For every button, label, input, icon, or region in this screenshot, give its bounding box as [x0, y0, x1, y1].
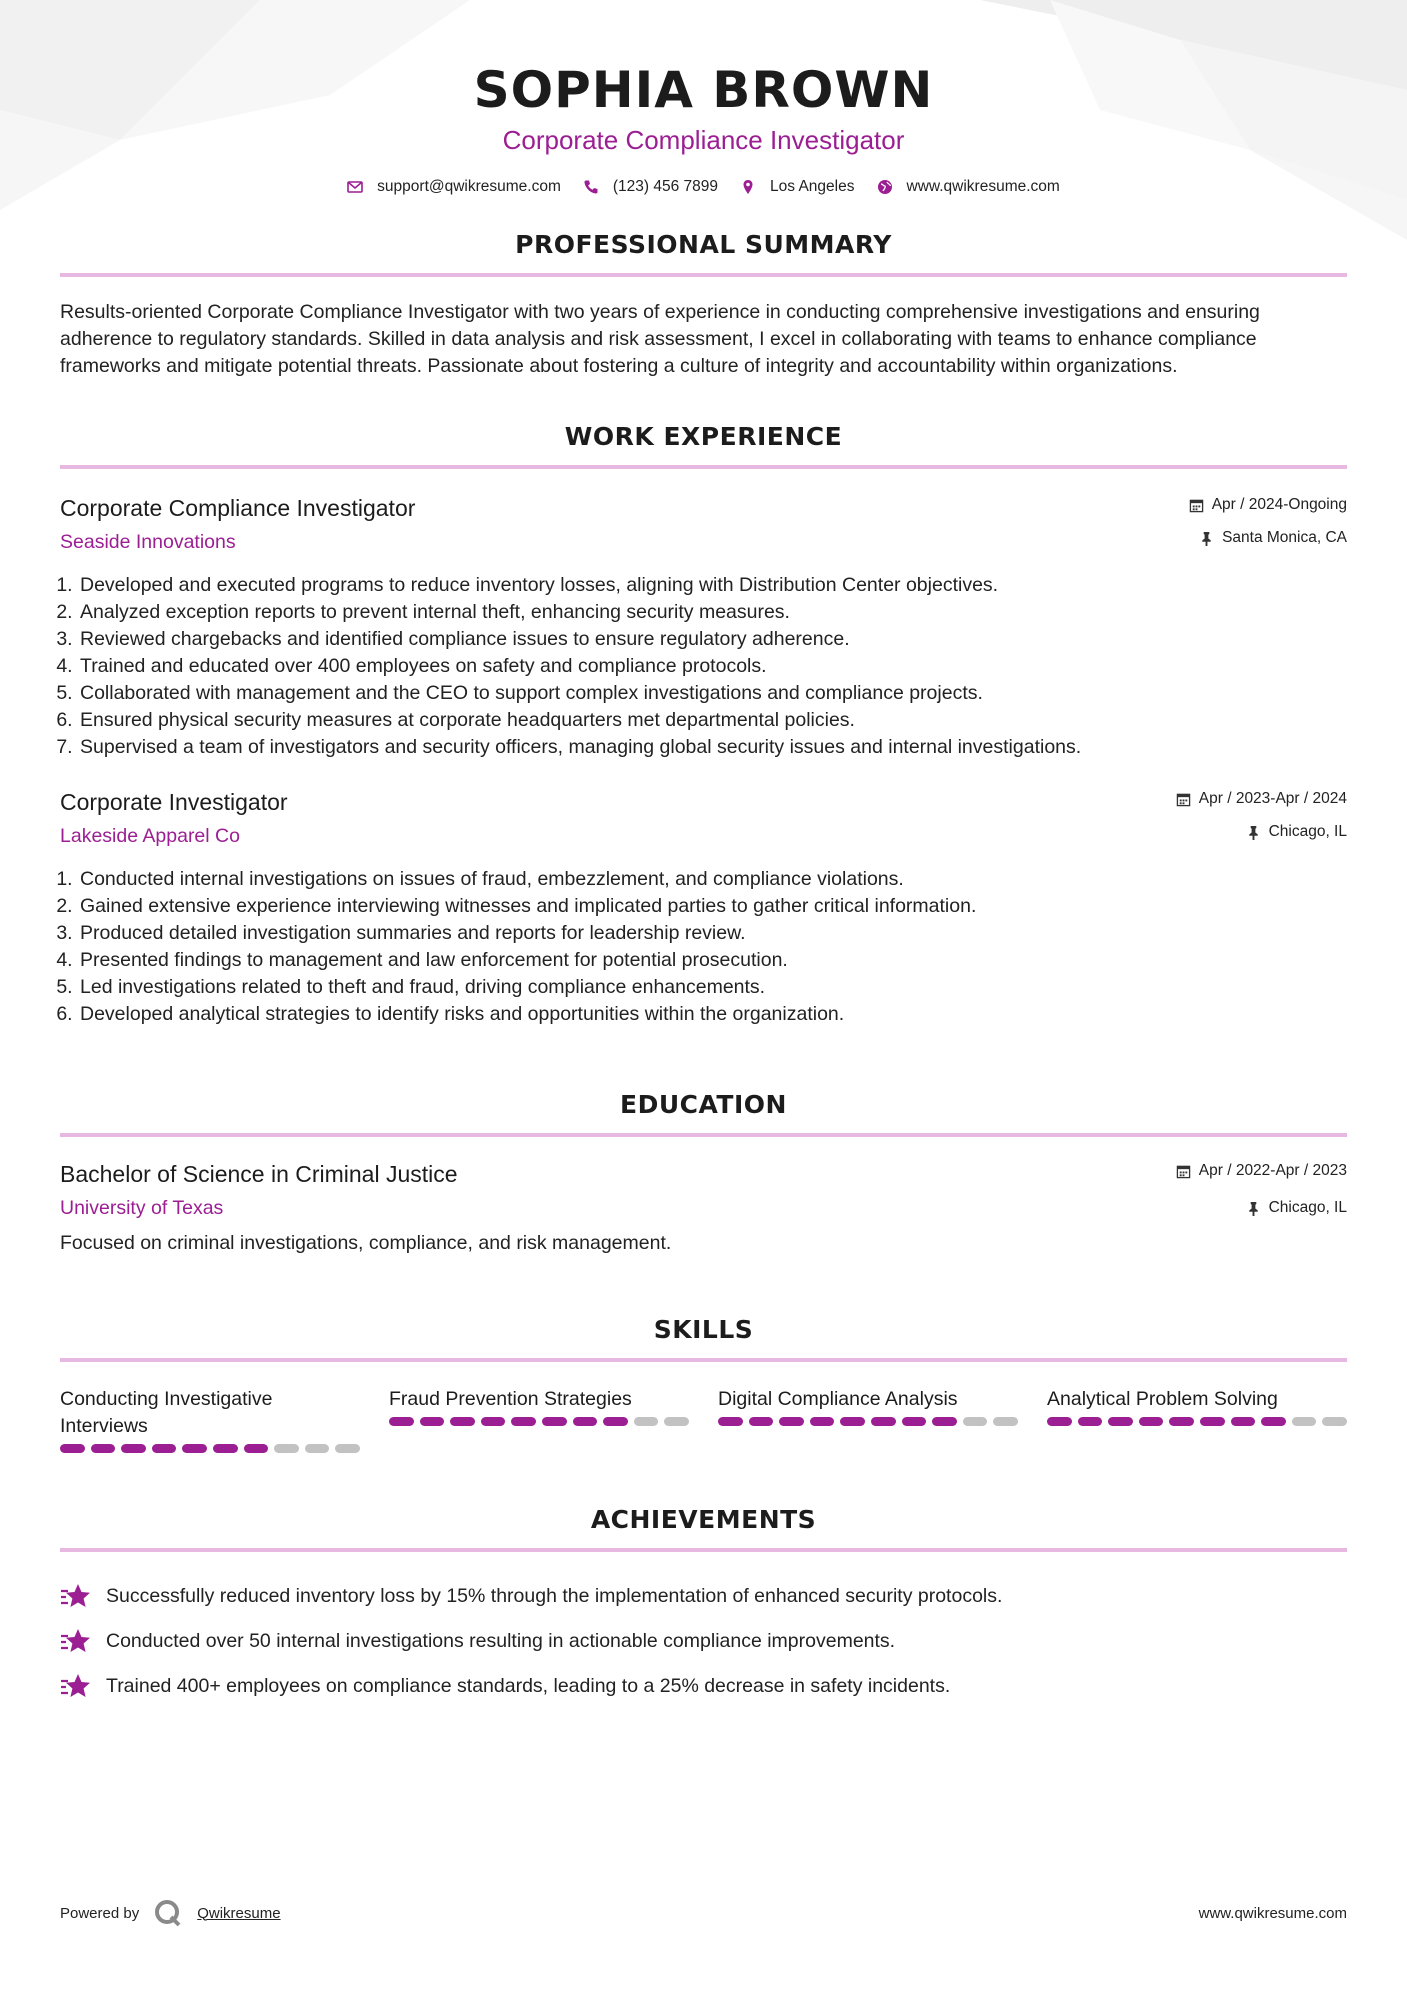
- skill-dot-filled: [91, 1444, 116, 1453]
- skill-dot-filled: [213, 1444, 238, 1453]
- list-item: 6. Developed analytical strategies to identify risks and opportunities within the organization.: [78, 1001, 1347, 1028]
- skill-dot-empty: [634, 1417, 659, 1426]
- list-item: 1. Conducted internal investigations on issues of fraud, embezzlement, and compliance violations.: [78, 866, 1347, 893]
- summary-heading: PROFESSIONAL SUMMARY: [515, 230, 892, 259]
- skill-name: Analytical Problem Solving: [1047, 1388, 1278, 1410]
- skill-dot-filled: [932, 1417, 957, 1426]
- experience-heading: WORK EXPERIENCE: [564, 422, 843, 451]
- job-entry: [60, 789, 1347, 1028]
- list-item: 3. Reviewed chargebacks and identified compliance issues to ensure regulatory adherence.: [78, 626, 1347, 653]
- envelope-icon: [347, 179, 363, 195]
- job-location: Santa Monica, CA: [1222, 529, 1347, 546]
- list-item: 3. Produced detailed investigation summaries and reports for leadership review.: [78, 920, 1347, 947]
- achievements-heading: ACHIEVEMENTS: [590, 1505, 817, 1534]
- list-item: [60, 1619, 1347, 1664]
- skill-dot-empty: [664, 1417, 689, 1426]
- skill-dot-filled: [182, 1444, 207, 1453]
- education-entry: [60, 1161, 1347, 1255]
- job-dates: Apr / 2023-Apr / 2024: [1198, 790, 1347, 807]
- job-title: Corporate Compliance Investigator: [60, 495, 416, 521]
- list-item: 6. Ensured physical security measures at corporate headquarters met departmental policies.: [78, 707, 1347, 734]
- achievement-text: Conducted over 50 internal investigations resulting in actionable compliance improvements.: [106, 1630, 896, 1652]
- education-description: Focused on criminal investigations, compliance, and risk management.: [60, 1232, 672, 1254]
- list-item: 4. Presented findings to management and law enforcement for potential prosecution.: [78, 947, 1347, 974]
- skill-item: [389, 1386, 689, 1453]
- skill-dot-empty: [335, 1444, 360, 1453]
- section-divider: [60, 1358, 1347, 1362]
- skill-dot-filled: [749, 1417, 774, 1426]
- skill-dot-filled: [1108, 1417, 1133, 1426]
- list-item: 5. Led investigations related to theft and fraud, driving compliance enhancements.: [78, 974, 1347, 1001]
- pushpin-icon: [1199, 531, 1214, 546]
- skill-level-meter: [718, 1417, 1018, 1426]
- skill-dot-filled: [779, 1417, 804, 1426]
- skill-dot-filled: [481, 1417, 506, 1426]
- phone-icon: [583, 179, 599, 195]
- skill-dot-empty: [1322, 1417, 1347, 1426]
- contact-email[interactable]: support@qwikresume.com: [377, 178, 561, 195]
- job-title: Corporate Investigator: [60, 789, 288, 815]
- skill-name: Digital Compliance Analysis: [718, 1388, 958, 1410]
- skill-dot-filled: [60, 1444, 85, 1453]
- degree-title: Bachelor of Science in Criminal Justice: [60, 1161, 458, 1187]
- list-item: 7. Supervised a team of investigators and security officers, managing global security issues and internal investigations.: [78, 734, 1347, 761]
- job-location: Chicago, IL: [1268, 823, 1347, 840]
- skill-dot-filled: [420, 1417, 445, 1426]
- powered-by-label: Powered by: [60, 1904, 140, 1922]
- school-name: University of Texas: [60, 1197, 224, 1219]
- star-icon: [60, 1582, 92, 1612]
- skill-dot-filled: [1261, 1417, 1286, 1426]
- list-item: 4. Trained and educated over 400 employees on safety and compliance protocols.: [78, 653, 1347, 680]
- qwikresume-logo-icon: [153, 1898, 183, 1928]
- skills-heading: SKILLS: [653, 1315, 754, 1344]
- skill-dot-filled: [573, 1417, 598, 1426]
- skill-dot-filled: [511, 1417, 536, 1426]
- skill-name: Fraud Prevention Strategies: [389, 1388, 632, 1410]
- section-divider: [60, 273, 1347, 277]
- skill-dot-filled: [1169, 1417, 1194, 1426]
- skill-level-meter: [60, 1444, 360, 1453]
- globe-icon: [877, 179, 893, 195]
- job-entry: [60, 495, 1347, 761]
- section-divider: [60, 1548, 1347, 1552]
- skills-section: [60, 1315, 1347, 1453]
- skill-dot-empty: [305, 1444, 330, 1453]
- skill-name: Conducting Investigative Interviews: [60, 1388, 273, 1437]
- candidate-role: Corporate Compliance Investigator: [502, 125, 905, 155]
- summary-text: Results-oriented Corporate Compliance Investigator with two years of experience in conducting comprehensive investigations and ensuring adherence to regulatory standards. Skilled in data analysis and risk assessment, I excel in collaborating with teams to enhance compliance frameworks and mitigate potential threats. Passionate about fostering a culture of integrity and accountability within organizations.: [60, 301, 1260, 377]
- summary-section: [60, 230, 1347, 380]
- skill-dot-filled: [902, 1417, 927, 1426]
- star-icon: [60, 1627, 92, 1657]
- skill-dot-filled: [810, 1417, 835, 1426]
- skill-dot-filled: [603, 1417, 628, 1426]
- skill-level-meter: [389, 1417, 689, 1426]
- skill-dot-filled: [1139, 1417, 1164, 1426]
- skill-item: [718, 1386, 1018, 1453]
- skill-dot-empty: [274, 1444, 299, 1453]
- list-item: 5. Collaborated with management and the CEO to support complex investigations and compliance projects.: [78, 680, 1347, 707]
- job-dates: Apr / 2024-Ongoing: [1211, 496, 1347, 513]
- achievements-section: [60, 1505, 1347, 1709]
- job-bullets: [60, 572, 1347, 761]
- skill-dot-filled: [152, 1444, 177, 1453]
- experience-section: [60, 422, 1347, 1028]
- skill-dot-filled: [1047, 1417, 1072, 1426]
- contact-bar: [60, 178, 1347, 196]
- map-pin-icon: [740, 179, 756, 195]
- list-item: 2. Gained extensive experience interviewing witnesses and implicated parties to gather critical information.: [78, 893, 1347, 920]
- skill-dot-filled: [1078, 1417, 1103, 1426]
- achievements-list: [60, 1574, 1347, 1709]
- calendar-icon: [1176, 1164, 1191, 1179]
- calendar-icon: [1176, 792, 1191, 807]
- education-heading: EDUCATION: [620, 1090, 787, 1119]
- list-item: [60, 1574, 1347, 1619]
- list-item: [60, 1664, 1347, 1709]
- skill-level-meter: [1047, 1417, 1347, 1426]
- education-location: Chicago, IL: [1268, 1199, 1347, 1216]
- skill-dot-filled: [244, 1444, 269, 1453]
- skill-dot-filled: [840, 1417, 865, 1426]
- job-company: Seaside Innovations: [60, 531, 236, 553]
- contact-location: Los Angeles: [770, 178, 855, 195]
- section-divider: [60, 465, 1347, 469]
- skill-dot-filled: [871, 1417, 896, 1426]
- list-item: 2. Analyzed exception reports to prevent internal theft, enhancing security measures.: [78, 599, 1347, 626]
- star-icon: [60, 1672, 92, 1702]
- achievement-text: Trained 400+ employees on compliance standards, leading to a 25% decrease in safety incidents.: [106, 1675, 951, 1697]
- skill-dot-filled: [542, 1417, 567, 1426]
- job-company: Lakeside Apparel Co: [60, 825, 240, 847]
- list-item: 1. Developed and executed programs to reduce inventory losses, aligning with Distribution Center objectives.: [78, 572, 1347, 599]
- skill-dot-filled: [1200, 1417, 1225, 1426]
- footer-website[interactable]: www.qwikresume.com: [1198, 1904, 1347, 1922]
- skill-dot-empty: [1292, 1417, 1317, 1426]
- page-footer: [60, 1898, 1347, 1928]
- calendar-icon: [1189, 498, 1204, 513]
- education-dates: Apr / 2022-Apr / 2023: [1198, 1162, 1347, 1179]
- brand-link[interactable]: Qwikresume: [197, 1904, 281, 1922]
- job-bullets: [60, 866, 1347, 1028]
- achievement-text: Successfully reduced inventory loss by 15% through the implementation of enhanced security protocols.: [106, 1585, 1003, 1607]
- skills-grid: [60, 1386, 1347, 1453]
- skill-dot-empty: [963, 1417, 988, 1426]
- skill-dot-filled: [450, 1417, 475, 1426]
- candidate-name: SOPHIA BROWN: [473, 61, 934, 119]
- skill-dot-empty: [993, 1417, 1018, 1426]
- skill-dot-filled: [389, 1417, 414, 1426]
- skill-item: [1047, 1386, 1347, 1453]
- contact-phone: (123) 456 7899: [612, 178, 719, 195]
- education-section: [60, 1090, 1347, 1255]
- skill-dot-filled: [121, 1444, 146, 1453]
- skill-dot-filled: [1231, 1417, 1256, 1426]
- section-divider: [60, 1133, 1347, 1137]
- pushpin-icon: [1246, 1201, 1261, 1216]
- skill-item: [60, 1386, 360, 1453]
- contact-website[interactable]: www.qwikresume.com: [906, 178, 1060, 195]
- pushpin-icon: [1246, 825, 1261, 840]
- skill-dot-filled: [718, 1417, 743, 1426]
